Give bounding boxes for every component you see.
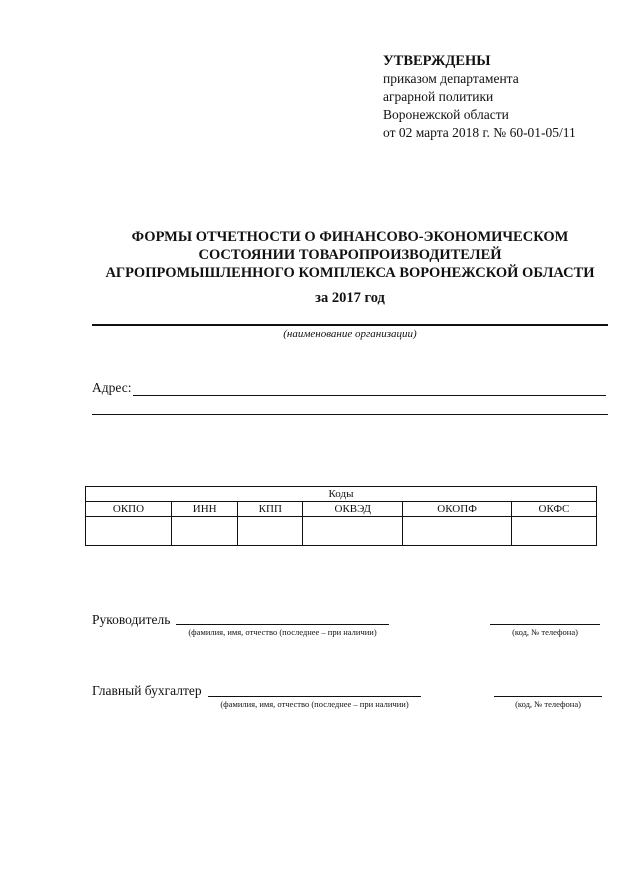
codes-column-okved: ОКВЭД — [303, 502, 403, 517]
codes-value-okved[interactable] — [303, 517, 403, 546]
approval-line: приказом департамента — [383, 71, 519, 86]
organization-caption: (наименование организации) — [283, 328, 417, 340]
accountant-phone-line[interactable] — [494, 696, 602, 697]
approval-title: УТВЕРЖДЕНЫ — [383, 53, 491, 69]
approval-line: Воронежской области — [383, 107, 509, 122]
approval-line: аграрной политики — [383, 89, 494, 104]
report-year: за 2017 год — [315, 290, 385, 306]
codes-value-kpp[interactable] — [238, 517, 303, 546]
title-line: ФОРМЫ ОТЧЕТНОСТИ О ФИНАНСОВО-ЭКОНОМИЧЕСКОМ — [131, 229, 569, 245]
codes-column-okpo: ОКПО — [86, 502, 172, 517]
codes-column-inn: ИНН — [172, 502, 238, 517]
title-line: АГРОПРОМЫШЛЕННОГО КОМПЛЕКСА ВОРОНЕЖСКОЙ ОБЛАСТИ — [105, 265, 595, 281]
codes-column-okfs: ОКФС — [511, 502, 596, 517]
codes-value-inn[interactable] — [172, 517, 238, 546]
head-label: Руководитель — [92, 612, 171, 627]
codes-column-okopf: ОКОПФ — [403, 502, 512, 517]
document-title — [80, 228, 620, 282]
address-line[interactable] — [133, 395, 606, 396]
accountant-name-caption: (фамилия, имя, отчество (последнее – при наличии) — [220, 699, 409, 709]
codes-table — [85, 486, 597, 546]
approval-block — [383, 52, 576, 142]
organization-name-line[interactable] — [92, 324, 608, 326]
accountant-label: Главный бухгалтер — [92, 683, 202, 698]
codes-value-okfs[interactable] — [511, 517, 596, 546]
codes-header: Коды — [86, 487, 597, 502]
codes-column-kpp: КПП — [238, 502, 303, 517]
title-line: СОСТОЯНИИ ТОВАРОПРОИЗВОДИТЕЛЕЙ — [198, 247, 502, 263]
head-name-line[interactable] — [176, 624, 389, 625]
codes-value-okopf[interactable] — [403, 517, 512, 546]
approval-line: от 02 марта 2018 г. № 60-01-05/11 — [383, 125, 576, 140]
head-name-caption: (фамилия, имя, отчество (последнее – при наличии) — [188, 627, 377, 637]
address-line[interactable] — [92, 414, 608, 415]
accountant-name-line[interactable] — [208, 696, 421, 697]
head-phone-line[interactable] — [490, 624, 600, 625]
codes-value-okpo[interactable] — [86, 517, 172, 546]
address-label: Адрес: — [92, 380, 132, 395]
head-phone-caption: (код, № телефона) — [512, 627, 578, 637]
accountant-phone-caption: (код, № телефона) — [515, 699, 581, 709]
